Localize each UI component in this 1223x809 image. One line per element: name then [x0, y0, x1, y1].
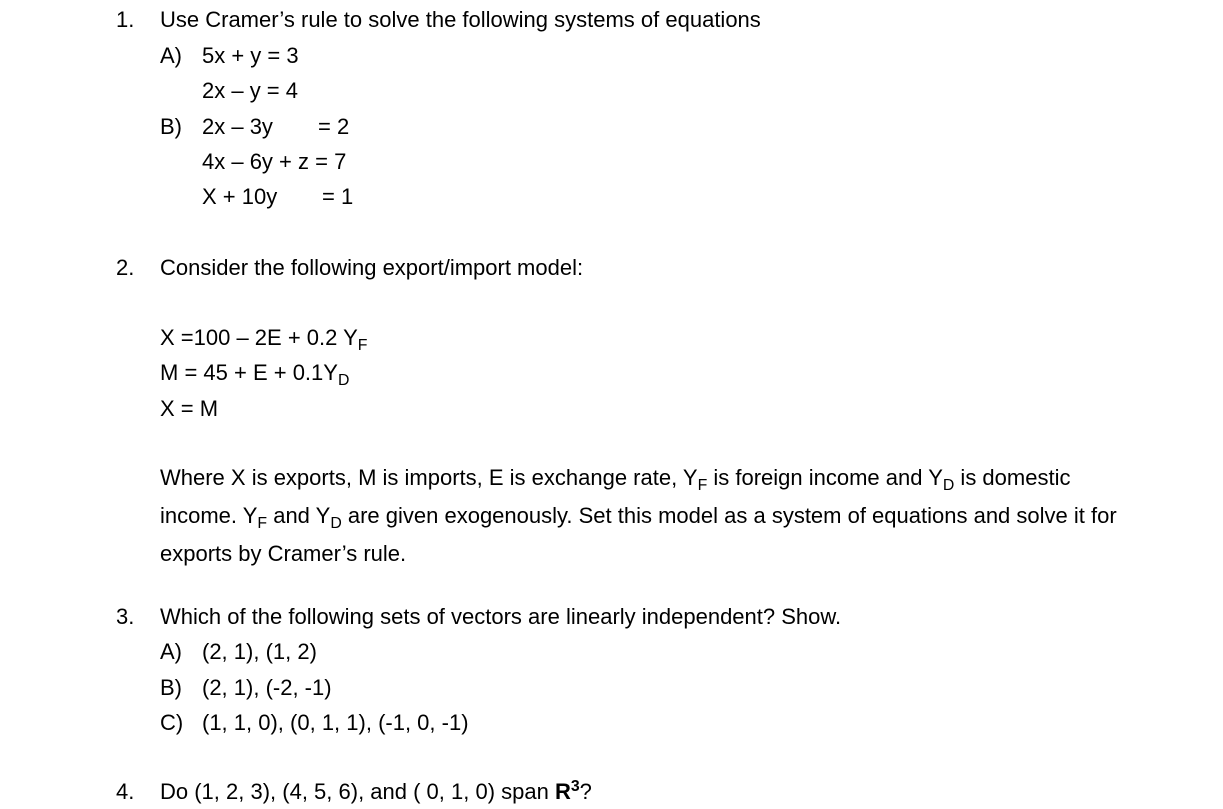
q1a-label: A) — [160, 43, 182, 68]
q2-para-text: and Y — [267, 503, 331, 528]
q3-option-c: (1, 1, 0), (0, 1, 1), (-1, 0, -1) — [202, 710, 469, 735]
q1-number: 1. — [116, 7, 135, 32]
q2-eq1-text: X =100 – 2E + 0.2 Y — [160, 325, 358, 350]
q1b-eq2: 4x – 6y + z = 7 — [202, 149, 347, 174]
q2-eq1-sub: F — [357, 337, 368, 354]
q2-para-text: are given exogenously. Set this model as a system of equations and solve it for — [341, 503, 1117, 528]
q1b-eq1-rhs: = 2 — [318, 114, 350, 139]
q3-option-b-label: B) — [160, 675, 182, 700]
q2-para-text: income. Y — [160, 503, 258, 528]
q1b-label: B) — [160, 114, 182, 139]
q2-para-sub: D — [330, 515, 342, 532]
q2-number: 2. — [116, 255, 135, 280]
q1b-eq1-lhs: 2x – 3y — [202, 114, 273, 139]
q4-question-mark: ? — [579, 779, 592, 804]
q3-prompt: Which of the following sets of vectors are linearly independent? Show. — [160, 604, 842, 629]
q2-paragraph — [160, 460, 1210, 571]
q4-prompt-text: Do (1, 2, 3), (4, 5, 6), and ( 0, 1, 0) span — [160, 779, 555, 804]
q2-eq2-text: M = 45 + E + 0.1Y — [160, 360, 338, 385]
q2-prompt: Consider the following export/import model: — [160, 255, 584, 280]
q3-option-b: (2, 1), (-2, -1) — [202, 675, 332, 700]
q3-option-a-label: A) — [160, 639, 182, 664]
q2-equation-2 — [160, 359, 349, 390]
q4-prompt — [160, 778, 592, 809]
q2-para-line-3: exports by Cramer’s rule. — [160, 541, 407, 566]
q2-para-sub: D — [942, 477, 955, 494]
q4-r-symbol: R — [554, 779, 571, 804]
q3-option-c-label: C) — [160, 710, 184, 735]
q2-eq2-sub: D — [337, 372, 350, 389]
q2-para-text: is domestic — [954, 465, 1071, 490]
q2-para-sub: F — [257, 515, 268, 532]
q1a-eq1: 5x + y = 3 — [202, 43, 299, 68]
q2-para-text: Where X is exports, M is imports, E is exchange rate, Y — [160, 465, 698, 490]
q2-para-line-2 — [160, 498, 1210, 536]
q1a-eq2: 2x – y = 4 — [202, 78, 299, 103]
q2-para-text: is foreign income and Y — [707, 465, 943, 490]
q1b-eq3-lhs: X + 10y — [202, 184, 278, 209]
q2-para-line-1 — [160, 460, 1210, 498]
q4-number: 4. — [116, 779, 135, 804]
q2-para-sub: F — [697, 477, 708, 494]
q3-option-a: (2, 1), (1, 2) — [202, 639, 317, 664]
q3-number: 3. — [116, 604, 135, 629]
q2-equation-3: X = M — [160, 396, 219, 421]
q4-r-superscript: 3 — [570, 778, 580, 795]
q1b-eq3-rhs: = 1 — [322, 184, 354, 209]
q1-prompt: Use Cramer’s rule to solve the following systems of equations — [160, 7, 761, 32]
q2-equation-1 — [160, 324, 367, 355]
